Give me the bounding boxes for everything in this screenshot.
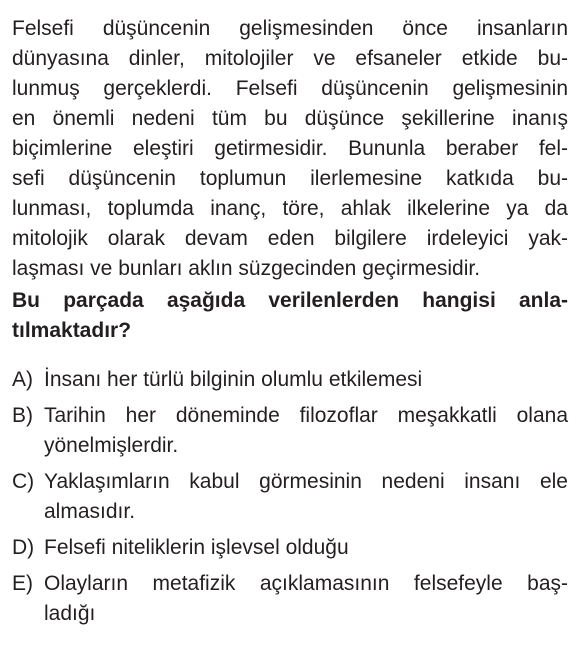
passage-line: mitolojik olarak devam eden bilgilere irdeleyici yak- [12, 227, 568, 250]
option-letter: B) [12, 404, 33, 427]
option-line: Tarihin her döneminde filozoflar meşakkatli olana [44, 404, 568, 427]
passage-line: lunması, toplumda inanç, töre, ahlak ilkelerine ya da [12, 197, 568, 220]
question-page [12, 14, 568, 635]
option-line: Yaklaşımların kabul görmesinin nedeni insanı ele [44, 470, 568, 493]
option-text [44, 533, 568, 563]
option-text [44, 365, 568, 395]
answer-option-e[interactable] [12, 569, 568, 629]
passage-line: en önemli nedeni tüm bu düşünce şekillerine inanış [12, 107, 568, 130]
passage-line: laşması ve bunları aklın süzgecinden geçirmesidir. [12, 257, 481, 280]
question-stem [12, 286, 568, 346]
option-text [44, 467, 568, 527]
question-line: Bu parçada aşağıda verilenlerden hangisi anla- [12, 289, 568, 312]
passage-line: dünyasına dinler, mitolojiler ve efsaneler etkide bu- [12, 47, 568, 70]
option-line: İnsanı her türlü bilginin olumlu etkilemesi [44, 368, 423, 391]
option-line: yönelmişlerdir. [44, 434, 179, 457]
option-letter: A) [12, 368, 33, 391]
option-letter: D) [12, 536, 35, 559]
passage-line: lunmuş gerçeklerdi. Felsefi düşüncenin gelişmesinin [12, 77, 568, 100]
answer-option-b[interactable] [12, 401, 568, 461]
option-line: Olayların metafizik açıklamasının felsefeyle baş- [44, 572, 568, 595]
answer-option-a[interactable] [12, 365, 568, 395]
reading-passage [12, 14, 568, 284]
option-text [44, 401, 568, 461]
answer-option-d[interactable] [12, 533, 568, 563]
option-line: ladığı [44, 602, 96, 625]
option-text [44, 569, 568, 629]
passage-line: biçimlerine eleştiri getirmesidir. Bununla beraber fel- [12, 137, 568, 160]
answer-option-c[interactable] [12, 467, 568, 527]
option-line: Felsefi niteliklerin işlevsel olduğu [44, 536, 349, 559]
option-letter: E) [12, 572, 33, 595]
passage-line: sefi düşüncenin toplumun ilerlemesine katkıda bu- [12, 167, 568, 190]
passage-line: Felsefi düşüncenin gelişmesinden önce insanların [12, 17, 568, 40]
option-line: almasıdır. [44, 500, 136, 523]
question-line: tılmaktadır? [12, 319, 132, 342]
option-letter: C) [12, 470, 35, 493]
answer-options [12, 365, 568, 629]
